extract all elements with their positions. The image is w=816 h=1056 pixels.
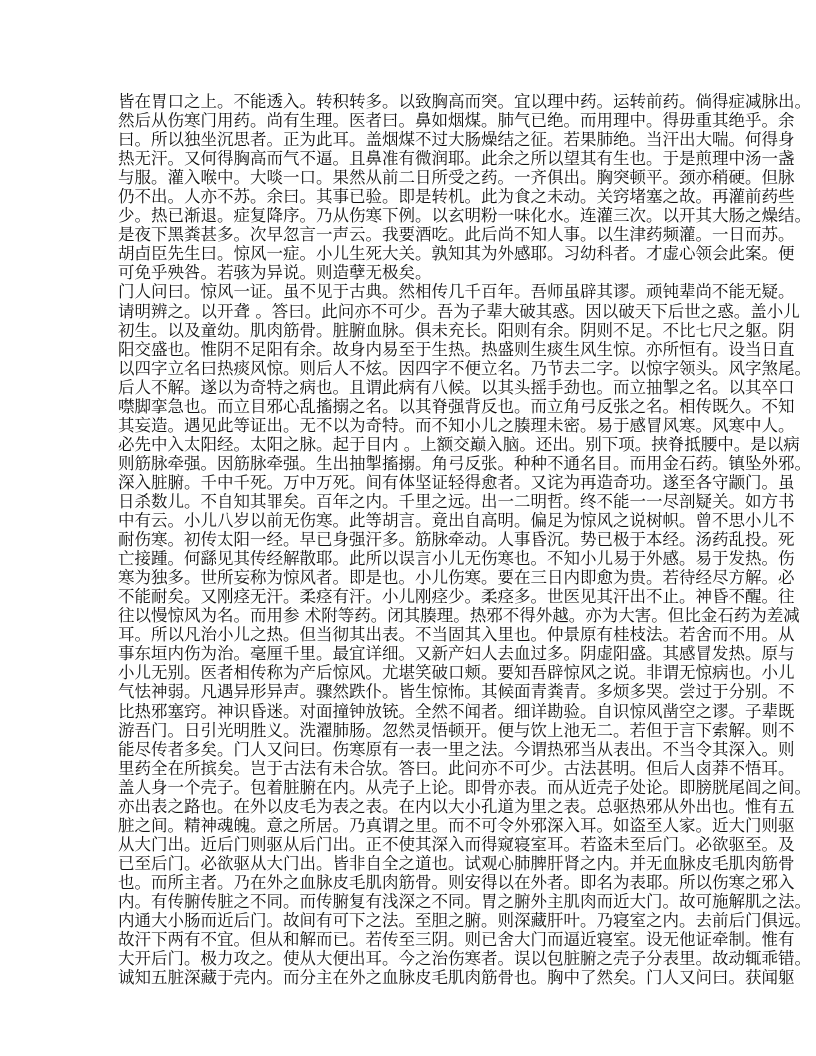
text-line: 初生。以及童幼。肌肉筋骨。脏腑血脉。俱未充长。阳则有余。阴则不足。不比七尺之躯。阴 xyxy=(118,320,795,340)
text-line: 胡卣臣先生曰。惊风一症。小儿生死大关。孰知其为外感耶。习幼科者。才虚心领会此案。便 xyxy=(118,244,795,264)
text-line: 故汗下两有不宜。但从和解而已。若传至三阴。则已舍大门而逼近寝室。设无他证牵制。惟有 xyxy=(118,930,795,950)
text-line: 大开后门。极力攻之。使从大便出耳。今之治伤寒者。误以包脏腑之壳子分表里。故动辄乖错。 xyxy=(118,949,811,969)
text-line: 诚知五脏深藏于壳内。而分主在外之血脉皮毛肌肉筋骨也。胸中了然矣。门人又问曰。获闻躯 xyxy=(118,968,795,988)
text-line: 不能耐矣。又刚痉无汗。柔痉有汗。小儿刚痉少。柔痉多。世医见其汗出不止。神昏不醒。往 xyxy=(118,587,795,607)
text-line: 日杀数儿。不自知其罪矣。百年之内。千里之远。出一二明哲。终不能一一尽剖疑关。如方书 xyxy=(118,491,795,511)
text-line: 寒为独多。世所妄称为惊风者。即是也。小儿伤寒。要在三日内即愈为贵。若待经尽方解。必 xyxy=(118,568,795,588)
text-line: 脏之间。精神魂魄。意之所居。乃真谓之里。而不可令外邪深入耳。如盗至人家。近大门则驱 xyxy=(118,815,795,835)
text-line: 热无汗。又何得胸高而气不逼。且鼻准有微润耶。此余之所以望其有生也。于是煎理中汤一盏 xyxy=(118,149,795,169)
text-line: 亡接踵。何繇见其传经解散耶。此所以误言小儿无伤寒也。不知小儿易于外感。易于发热。伤 xyxy=(118,549,795,569)
text-line: 其妄造。遇见此等证出。无不以为奇特。而不知小儿之腠理未密。易于感冒风寒。风寒中人。 xyxy=(118,415,795,435)
text-line: 是夜下黑粪甚多。次早忽言一声云。我要酒吃。此后尚不知人事。以生津药频灌。一日而苏。 xyxy=(118,225,795,245)
text-line: 门人问曰。惊风一证。虽不见于古典。然相传几千百年。吾师虽辟其谬。顽钝辈尚不能无疑。 xyxy=(118,282,795,302)
text-line: 往以慢惊风为名。而用参 术附等药。闭其腠理。热邪不得外越。亦为大害。但比金石药为差减 xyxy=(118,606,800,626)
text-line: 亦出表之路也。在外以皮毛为表之表。在内以大小孔道为里之表。总驱热邪从外出也。惟有五 xyxy=(118,796,795,816)
text-line: 然后从伤寒门用药。尚有生理。医者曰。鼻如烟煤。肺气已绝。而用理中。得毋重其绝乎。余 xyxy=(118,111,795,131)
text-line: 以四字立名曰热痰风惊。则后人不炫。因四字不便立名。乃节去二字。以惊字领头。风字煞尾。 xyxy=(118,358,811,378)
text-line: 仍不出。人亦不苏。余曰。其事已验。即是转机。此为食之未动。关窍堵塞之故。再灌前药些 xyxy=(118,187,795,207)
text-line: 事东垣内伤为治。毫厘千里。最宜详细。又新产妇人去血过多。阴虚阳盛。其感冒发热。原与 xyxy=(118,644,795,664)
text-line: 能尽传者多矣。门人又问曰。伤寒原有一表一里之法。今谓热邪当从表出。不当令其深入。则 xyxy=(118,739,795,759)
text-line: 必先中入太阳经。太阳之脉。起于目内 。上额交巅入脑。还出。别下项。挟脊抵腰中。是以病 xyxy=(118,434,800,454)
text-line: 噤脚挛急也。而立目邪心乱搐搦之名。以其脊强背反也。而立角弓反张之名。相传既久。不知 xyxy=(118,396,795,416)
text-line: 曰。所以独坐沉思者。正为此耳。盖烟煤不过大肠燥结之征。若果肺绝。当汗出大喘。何得身 xyxy=(118,130,795,150)
text-line: 皆在胃口之上。不能透入。转积转多。以致胸高而突。宜以理中药。运转前药。倘得症减脉出。 xyxy=(118,92,811,111)
text-line: 游吾门。日引光明胜义。洗濯肺肠。忽然灵悟顿开。便与饮上池无二。若但于言下索解。则不 xyxy=(118,720,795,740)
text-line: 内。有传腑传脏之不同。而传腑复有浅深之不同。胃之腑外主肌肉而近大门。故可施解肌之法。 xyxy=(118,891,811,911)
text-line: 内通大小肠而近后门。故间有可下之法。至胆之腑。则深藏肝叶。乃寝室之内。去前后门俱远。 xyxy=(118,911,811,931)
text-line: 后人不解。遂以为奇特之病也。且谓此病有八候。以其头摇手劲也。而立抽掣之名。以其卒口 xyxy=(118,377,795,397)
document-body xyxy=(118,92,811,988)
text-line: 阳交盛也。惟阴不足阳有余。故身内易至于生热。热盛则生痰生风生惊。亦所恒有。设当日直 xyxy=(118,339,795,359)
text-line: 少。热已渐退。症复降序。乃从伤寒下例。以玄明粉一味化水。连灌三次。以开其大肠之燥结。 xyxy=(118,206,811,226)
text-line: 耐伤寒。初传太阳一经。早已身强汗多。筋脉牵动。人事昏沉。势已极于本经。汤药乱投。死 xyxy=(118,530,795,550)
text-line: 也。而所主者。乃在外之血脉皮毛肌肉筋骨。则安得以在外者。即名为表耶。所以伤寒之邪入 xyxy=(118,872,795,892)
text-line: 耳。所以凡治小儿之热。但当彻其出表。不当固其入里也。仲景原有桂枝法。若舍而不用。从 xyxy=(118,625,795,645)
text-line: 从大门出。近后门则驱从后门出。正不使其深入而得窥寝室耳。若盗未至后门。必欲驱至。及 xyxy=(118,834,795,854)
text-line: 盖人身一个壳子。包着脏腑在内。从壳子上论。即骨亦表。而从近壳子处论。即膀胱尾闾之间。 xyxy=(118,777,811,797)
text-line: 比热邪塞窍。神识昏迷。对面撞钟放铳。全然不闻者。细详勘验。自识惊风凿空之谬。子辈既 xyxy=(118,701,795,721)
text-line: 里药全在所摈矣。岂于古法有未合欤。答曰。此问亦不可少。古法甚明。但后人卤莽不悟耳。 xyxy=(118,758,795,778)
text-line: 深入脏腑。千中千死。万中万死。间有体坚证轻得愈者。又诧为再造奇功。遂至各守颛门。虽 xyxy=(118,472,795,492)
text-line: 已至后门。必欲驱从大门出。皆非自全之道也。试观心肺脾肝肾之内。并无血脉皮毛肌肉筋骨 xyxy=(118,853,795,873)
text-line: 中有云。小儿八岁以前无伤寒。此等胡言。竟出自高明。偏足为惊风之说树帜。曾不思小儿不 xyxy=(118,511,795,531)
text-line: 请明辨之。以开聋 。答曰。此问亦不可少。吾为子辈大破其惑。因以破天下后世之惑。盖小儿 xyxy=(118,301,800,321)
text-line: 气怯神弱。凡遇异形异声。骤然跌仆。皆生惊怖。其候面青粪青。多烦多哭。尝过于分别。不 xyxy=(118,682,795,702)
text-line: 可免乎殃咎。若骇为异说。则造孽无极矣。 xyxy=(118,263,432,283)
text-line: 小儿无别。医者相传称为产后惊风。尤堪笑破口颊。要知吾辟惊风之说。非谓无惊病也。小儿 xyxy=(118,663,795,683)
text-line: 与服。灌入喉中。大啖一口。果然从前二日所受之药。一齐俱出。胸突顿平。颈亦稍硬。但脉 xyxy=(118,168,795,188)
text-line: 则筋脉牵强。因筋脉牵强。生出抽掣搐搦。角弓反张。种种不通名目。而用金石药。镇坠外邪。 xyxy=(118,453,811,473)
